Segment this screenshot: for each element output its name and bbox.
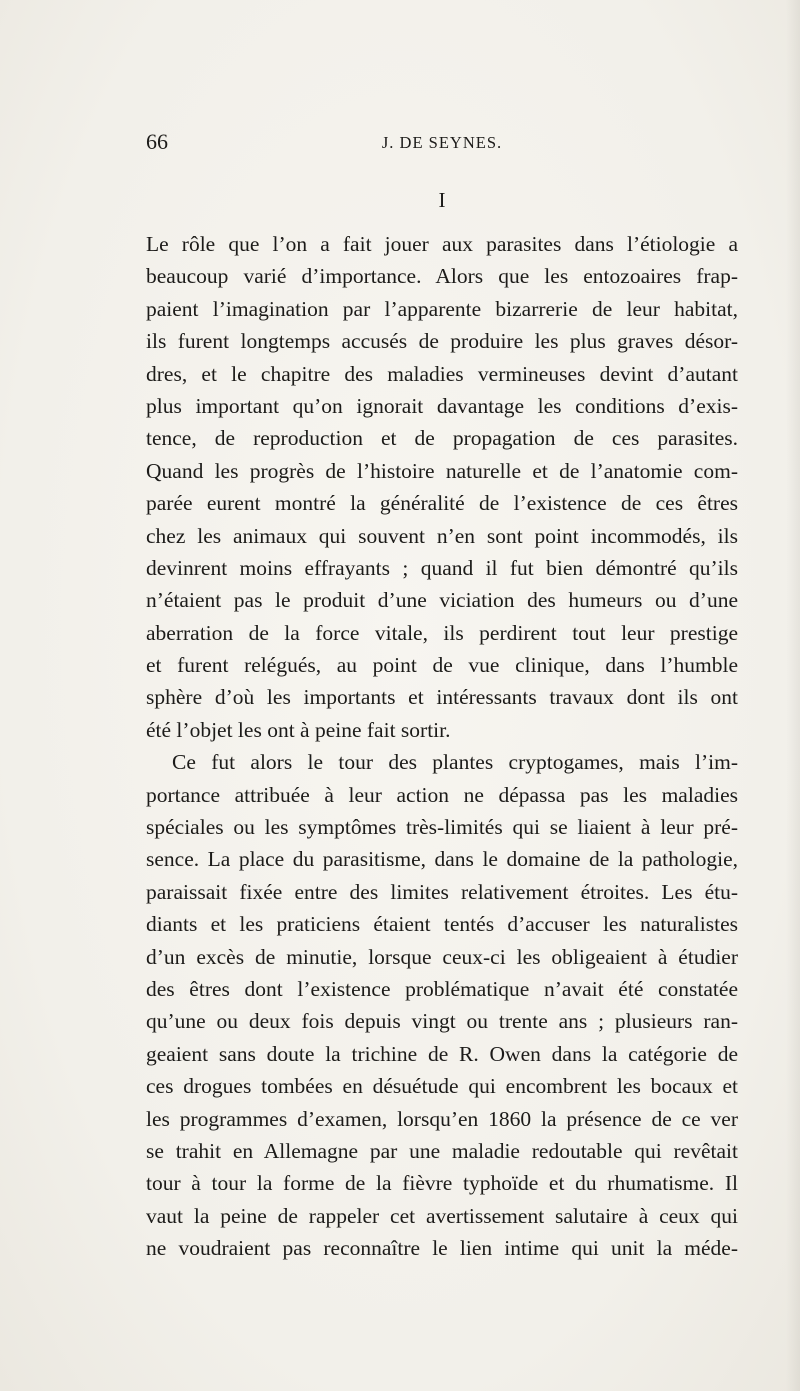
text-line: diants et les praticiens étaient tentés d’accuser les naturalistes <box>146 912 738 937</box>
text-line: et furent relégués, au point de vue clinique, dans l’humble <box>146 653 738 678</box>
text-line: spéciales ou les symptômes très-limités qui se liaient à leur pré- <box>146 815 738 840</box>
text-line: portance attribuée à leur action ne dépassa pas les maladies <box>146 782 738 807</box>
text-line: beaucoup varié d’importance. Alors que les entozoaires frap- <box>146 264 738 289</box>
text-line: aberration de la force vitale, ils perdirent tout leur prestige <box>146 620 738 645</box>
text-line: tour à tour la forme de la fièvre typhoïde et du rhumatisme. Il <box>146 1171 738 1196</box>
text-line: se trahit en Allemagne par une maladie redoutable qui revêtait <box>146 1138 738 1163</box>
text-line: qu’une ou deux fois depuis vingt ou trente ans ; plusieurs ran- <box>146 1009 738 1034</box>
text-line: n’étaient pas le produit d’une viciation des humeurs ou d’une <box>146 588 738 613</box>
text-line: sphère d’où les importants et intéressants travaux dont ils ont <box>146 685 738 710</box>
text-line: chez les animaux qui souvent n’en sont point incommodés, ils <box>146 523 738 548</box>
text-line: plus important qu’on ignorait davantage les conditions d’exis- <box>146 393 738 418</box>
text-line: paient l’imagination par l’apparente bizarrerie de leur habitat, <box>146 296 738 321</box>
text-line: été l’objet les ont à peine fait sortir. <box>146 717 451 742</box>
text-line: ne voudraient pas reconnaître le lien intime qui unit la méde- <box>146 1236 738 1261</box>
text-line: d’un excès de minutie, lorsque ceux-ci les obligeaient à étudier <box>146 944 738 969</box>
page-edge-shadow <box>786 0 800 1391</box>
section-number: I <box>438 188 446 212</box>
text-line: Le rôle que l’on a fait jouer aux parasites dans l’étiologie a <box>146 232 738 256</box>
text-line: ces drogues tombées en désuétude qui encombrent les bocaux et <box>146 1074 738 1099</box>
text-line: des êtres dont l’existence problématique n’avait été constatée <box>146 976 738 1001</box>
body-text <box>146 228 738 1265</box>
text-line: dres, et le chapitre des maladies vermineuses devint d’autant <box>146 361 738 386</box>
text-line: paraissait fixée entre des limites relativement étroites. Les étu- <box>146 879 738 904</box>
page-header <box>146 128 738 158</box>
text-line: sence. La place du parasitisme, dans le domaine de la pathologie, <box>146 847 738 872</box>
text-line: ils furent longtemps accusés de produire les plus graves désor- <box>146 329 738 354</box>
text-line: geaient sans doute la trichine de R. Owen dans la catégorie de <box>146 1041 738 1066</box>
text-line: devinrent moins effrayants ; quand il fut bien démontré qu’ils <box>146 555 738 580</box>
text-line: les programmes d’examen, lorsqu’en 1860 la présence de ce ver <box>146 1106 738 1131</box>
text-line: Ce fut alors le tour des plantes cryptogames, mais l’im- <box>172 750 738 775</box>
text-line: parée eurent montré la généralité de l’existence de ces êtres <box>146 491 738 516</box>
text-line: tence, de reproduction et de propagation de ces parasites. <box>146 426 738 451</box>
text-line: vaut la peine de rappeler cet avertissement salutaire à ceux qui <box>146 1203 738 1228</box>
running-head: J. DE SEYNES. <box>381 133 503 152</box>
page-number: 66 <box>146 129 168 154</box>
text-line: Quand les progrès de l’histoire naturelle et de l’anatomie com- <box>146 458 738 483</box>
